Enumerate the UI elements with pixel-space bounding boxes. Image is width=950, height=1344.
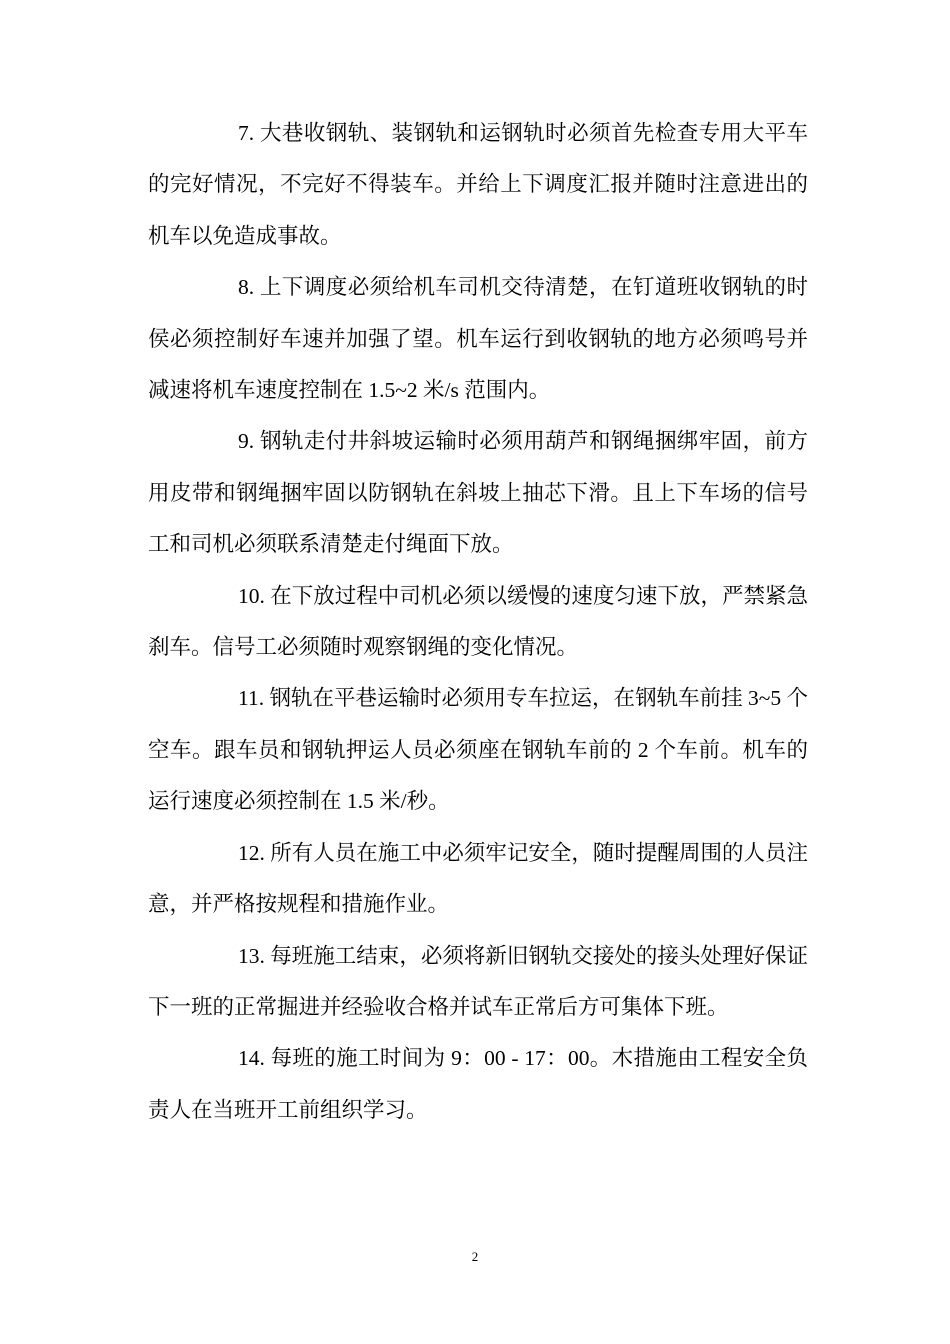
paragraph-item-12: 12. 所有人员在施工中必须牢记安全，随时提醒周围的人员注意，并严格按规程和措施作业。	[148, 840, 808, 917]
paragraph-item-9: 9. 钢轨走付井斜坡运输时必须用葫芦和钢绳捆绑牢固，前方用皮带和钢绳捆牢固以防钢轨在斜坡上抽芯下滑。且上下车场的信号工和司机必须联系清楚走付绳面下放。	[148, 429, 808, 557]
document-body	[148, 108, 808, 1136]
paragraph-item-13: 13. 每班施工结束，必须将新旧钢轨交接处的接头处理好保证下一班的正常掘进并经验收合格并试车正常后方可集体下班。	[148, 943, 808, 1019]
paragraph-item-10: 10. 在下放过程中司机必须以缓慢的速度匀速下放，严禁紧急刹车。信号工必须随时观察钢绳的变化情况。	[148, 583, 808, 660]
paragraph-item-11: 11. 钢轨在平巷运输时必须用专车拉运，在钢轨车前挂 3~5 个空车。跟车员和钢轨押运人员必须座在钢轨车前的 2 个车前。机车的运行速度必须控制在 1.5 米/秒。	[148, 686, 808, 814]
paragraph-item-7: 7. 大巷收钢轨、装钢轨和运钢轨时必须首先检查专用大平车的完好情况，不完好不得装车。并给上下调度汇报并随时注意进出的机车以免造成事故。	[148, 121, 808, 248]
paragraph-item-8: 8. 上下调度必须给机车司机交待清楚，在钉道班收钢轨的时侯必须控制好车速并加强了望。机车运行到收钢轨的地方必须鸣号并减速将机车速度控制在 1.5~2 米/s 范围内。	[148, 275, 808, 403]
paragraph-item-14: 14. 每班的施工时间为 9：00 - 17：00。木措施由工程安全负责人在当班开工前组织学习。	[148, 1046, 808, 1122]
page-number: 2	[471, 1249, 479, 1264]
